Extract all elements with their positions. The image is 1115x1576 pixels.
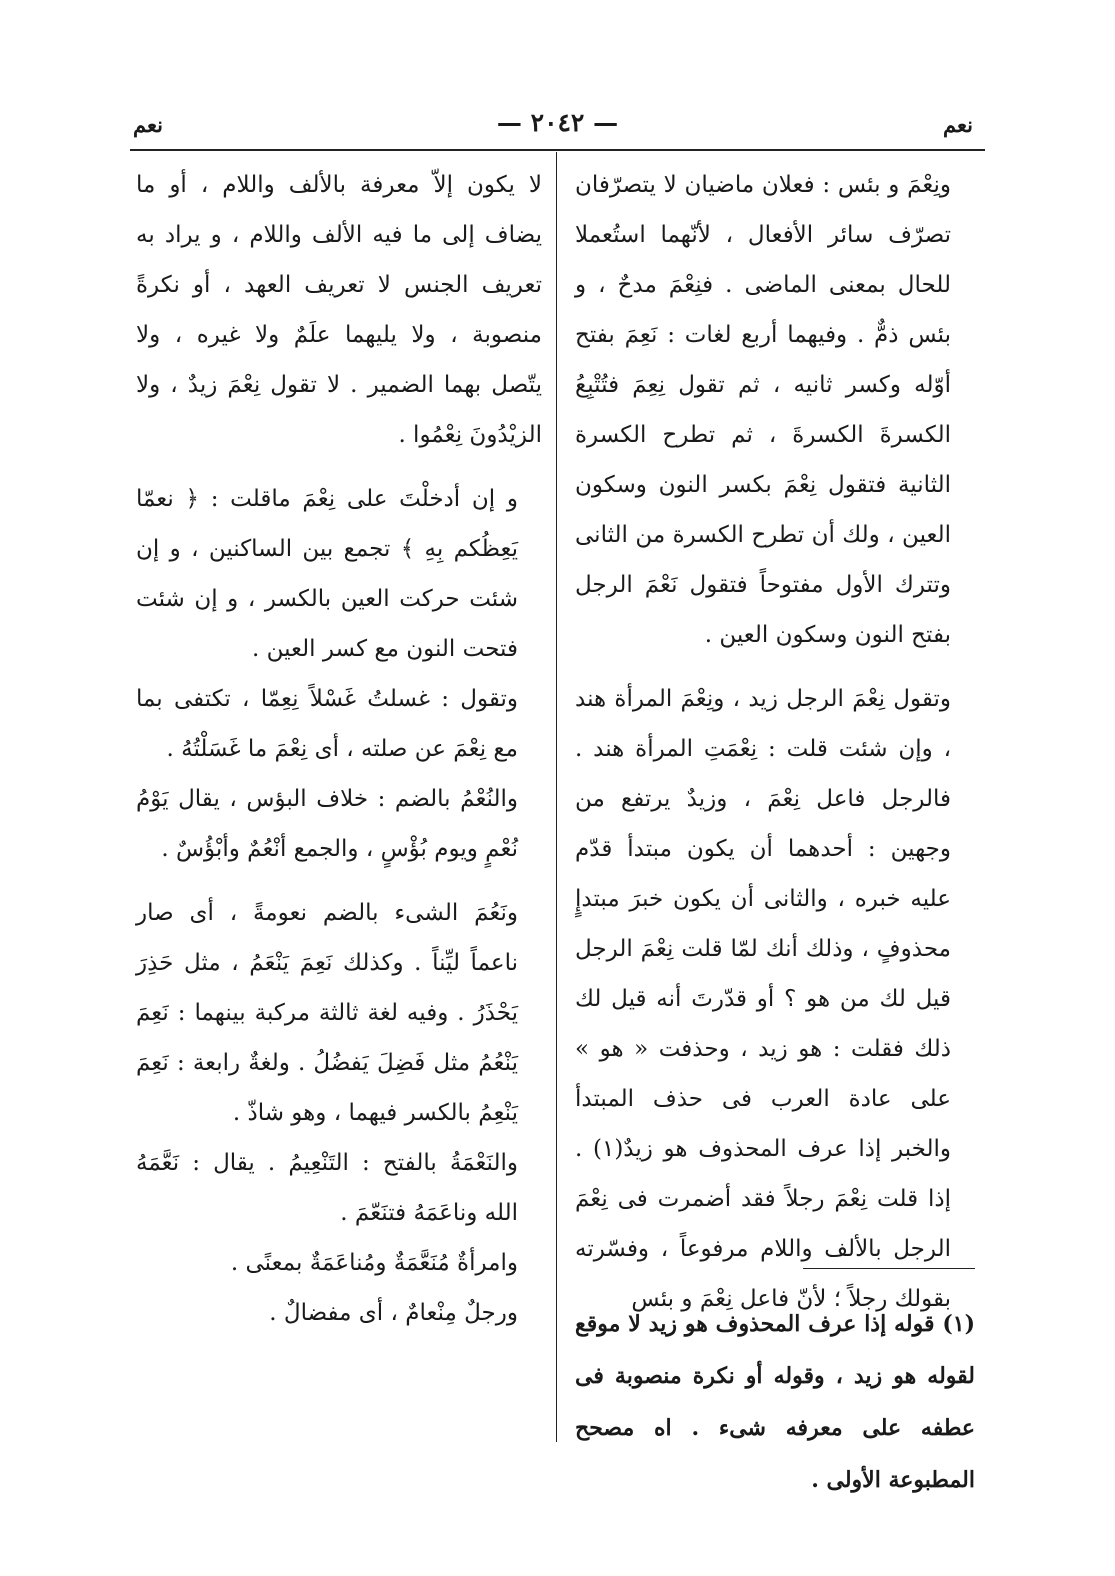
footnote-rule: [803, 1268, 975, 1269]
paragraph: والنَعْمَةُ بالفتح : التَنْعِيمُ . يقال : نَعَّمَهُ الله وناعَمَهُ فتنَعّمَ .: [136, 1150, 518, 1226]
paragraph: وامرأةٌ مُنَعَّمَةٌ ومُناعَمَةٌ بمعنًى .: [230, 1250, 518, 1276]
paragraph: والنُعْمُ بالضم : خلاف البؤس ، يقال يَوْمُ نُعْمٍ ويوم بُؤْسٍ ، والجمع أنْعُمٌ وأبْؤُسٌ .: [136, 786, 518, 862]
paragraph: ورجلٌ مِنْعامٌ ، أى مفضالٌ .: [269, 1300, 518, 1326]
right-column: [575, 160, 975, 1324]
column-separator: [556, 152, 557, 1442]
paragraph: وتقول : غسلتُ غَسْلاً نِعِمّا ، تكتفى بما مع نِعْمَ عن صلته ، أى نِعْمَ ما غَسَلْتُهُ .: [136, 686, 518, 762]
footnote-text: (١) قوله إذا عرف المحذوف هو زيد لا موقع لقوله هو زيد ، وقوله أو نكرة منصوبة فى عطفه على معرفه شىء . اه مصحح المطبوعة الأولى .: [575, 1311, 975, 1493]
page-number: — ٢٠٤٢ —: [496, 108, 619, 137]
left-column: [136, 160, 542, 1338]
paragraph: ونِعْمَ و بئس : فعلان ماضيان لا يتصرّفان تصرّف سائر الأفعال ، لأنّهما استُعملا للحال بمعنى الماضى . فنِعْمَ مدحٌ ، و بئس ذمٌّ . وفيهما أربع لغات : نَعِمَ بفتح أوّله وكسر ثانيه ، ثم تقول نِعِمَ فتُتْبِعُ الكسرةَ الكسرةَ ، ثم تطرح الكسرة الثانية فتقول نِعْمَ بكسر النون وسكون العين ، ولك أن تطرح الكسرة من الثانى وتترك الأول مفتوحاً فتقول نَعْمَ الرجل بفتح النون وسكون العين .: [575, 172, 951, 648]
header-entry-word-right: نعم: [943, 112, 973, 137]
header-entry-word-left: نعم: [133, 112, 163, 137]
paragraph: ونَعُمَ الشىء بالضم نعومةً ، أى صار ناعماً ليِّناً . وكذلك نَعِمَ يَنْعَمُ ، مثل حَذِرَ يَحْذَرُ . وفيه لغة ثالثة مركبة بينهما : نَعِمَ يَنْعُمُ مثل فَضِلَ يَفضُلُ . ولغةٌ رابعة : نَعِمَ يَنْعِمُ بالكسر فيهما ، وهو شاذّ .: [136, 900, 518, 1126]
header-rule: [130, 149, 985, 151]
paragraph: وتقول نِعْمَ الرجل زيد ، ونِعْمَ المرأة هند ، وإن شئت قلت : نِعْمَتِ المرأة هند . فالرجل فاعل نِعْمَ ، وزيدٌ يرتفع من وجهين : أحدهما أن يكون مبتدأ قدّم عليه خبره ، والثانى أن يكون خبرَ مبتدإٍ محذوفٍ ، وذلك أنك لمّا قلت نِعْمَ الرجل قيل لك من هو ؟ أو قدّرتَ أنه قيل لك ذلك فقلت : هو زيد ، وحذفت « هو » على عادة العرب فى حذف المبتدأ والخبر إذا عرف المحذوف هو زيدٌ(١) . إذا قلت نِعْمَ رجلاً فقد أضمرت فى نِعْمَ الرجل بالألف واللام مرفوعاً ، وفسّرته بقولك رجلاً ؛ لأنّ فاعل نِعْمَ و بئس: [575, 686, 951, 1312]
footnote: [575, 1298, 975, 1506]
paragraph: لا يكون إلاّ معرفة بالألف واللام ، أو ما يضاف إلى ما فيه الألف واللام ، و يراد به تعريف الجنس لا تعريف العهد ، أو نكرةً منصوبة ، ولا يليهما علَمٌ ولا غيره ، ولا يتّصل بهما الضمير . لا تقول نِعْمَ زيدٌ ، ولا الزيْدُونَ نِعْمُوا .: [136, 172, 542, 448]
paragraph: و إن أدخلْتَ على نِعْمَ ماقلت : ﴿ نعمّا يَعِظُكم بِهِ ﴾ تجمع بين الساكنين ، و إن شئت حركت العين بالكسر ، و إن شئت فتحت النون مع كسر العين .: [136, 486, 518, 662]
